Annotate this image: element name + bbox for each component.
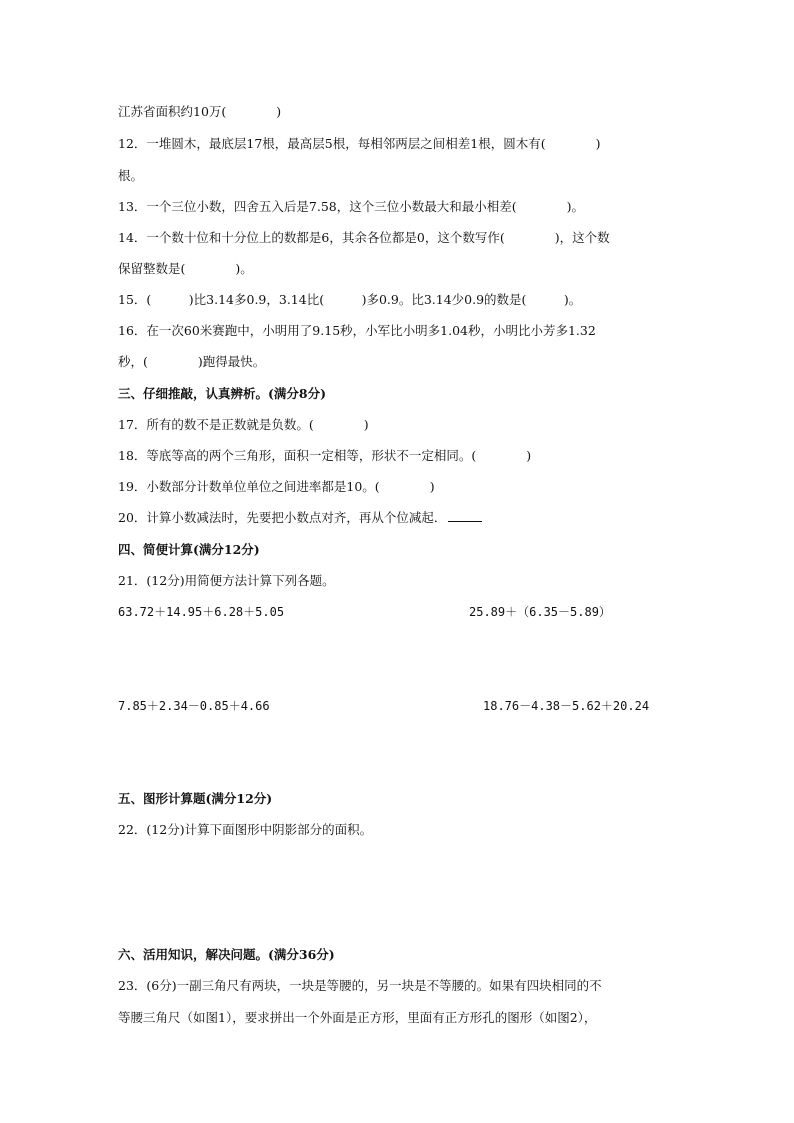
section-4-heading: 四、简便计算(满分12分) xyxy=(118,542,260,557)
question-16: 16．在一次60米赛跑中，小明用了9.15秒，小军比小明多1.04秒，小明比小芳多1.32 xyxy=(118,323,596,338)
question-line: 江苏省面积约10万( ) xyxy=(118,104,282,119)
question-23-cont: 等腰三角尺（如图1），要求拼出一个外面是正方形，里面有正方形孔的图形（如图2）， xyxy=(118,1010,597,1025)
section-3-heading: 三、仔细推敲，认真辨析。(满分8分) xyxy=(118,386,327,401)
expression-3: 7.85＋2.34－0.85＋4.66 xyxy=(118,699,270,713)
question-20 xyxy=(118,510,482,526)
question-21: 21．(12分)用简便方法计算下列各题。 xyxy=(118,573,335,588)
question-15: 15．( )比3.14多0.9，3.14比( )多0.9。比3.14少0.9的数是( )。 xyxy=(118,292,582,307)
question-17: 17．所有的数不是正数就是负数。( ) xyxy=(118,417,369,432)
expression-1: 63.72＋14.95＋6.28＋5.05 xyxy=(118,605,285,619)
question-22: 22．(12分)计算下面图形中阴影部分的面积。 xyxy=(118,822,373,837)
question-19: 19．小数部分计数单位单位之间进率都是10。( ) xyxy=(118,479,435,494)
question-18: 18．等底等高的两个三角形，面积一定相等，形状不一定相同。( ) xyxy=(118,448,532,463)
question-14: 14．一个数十位和十分位上的数都是6，其余各位都是0，这个数写作( )，这个数 xyxy=(118,230,610,245)
expression-4: 18.76－4.38－5.62＋20.24 xyxy=(483,699,650,713)
section-5-heading: 五、图形计算题(满分12分) xyxy=(118,791,273,806)
expression-2: 25.89＋（6.35－5.89） xyxy=(469,605,611,619)
question-23: 23．(6分)一副三角尺有两块，一块是等腰的，另一块是不等腰的。如果有四块相同的不 xyxy=(118,978,602,993)
question-12-cont: 根。 xyxy=(118,168,144,183)
question-20-text: 20．计算小数减法时，先要把小数点对齐，再从个位减起． xyxy=(118,510,447,525)
question-14-cont: 保留整数是( )。 xyxy=(118,261,253,276)
answer-blank xyxy=(448,510,482,522)
section-6-heading: 六、活用知识，解决问题。(满分36分) xyxy=(118,947,335,962)
question-16-cont: 秒，( )跑得最快。 xyxy=(118,354,266,369)
question-12: 12．一堆圆木，最底层17根，最高层5根，每相邻两层之间相差1根，圆木有( ) xyxy=(118,136,601,151)
question-13: 13．一个三位小数，四舍五入后是7.58，这个三位小数最大和最小相差( )。 xyxy=(118,199,584,214)
